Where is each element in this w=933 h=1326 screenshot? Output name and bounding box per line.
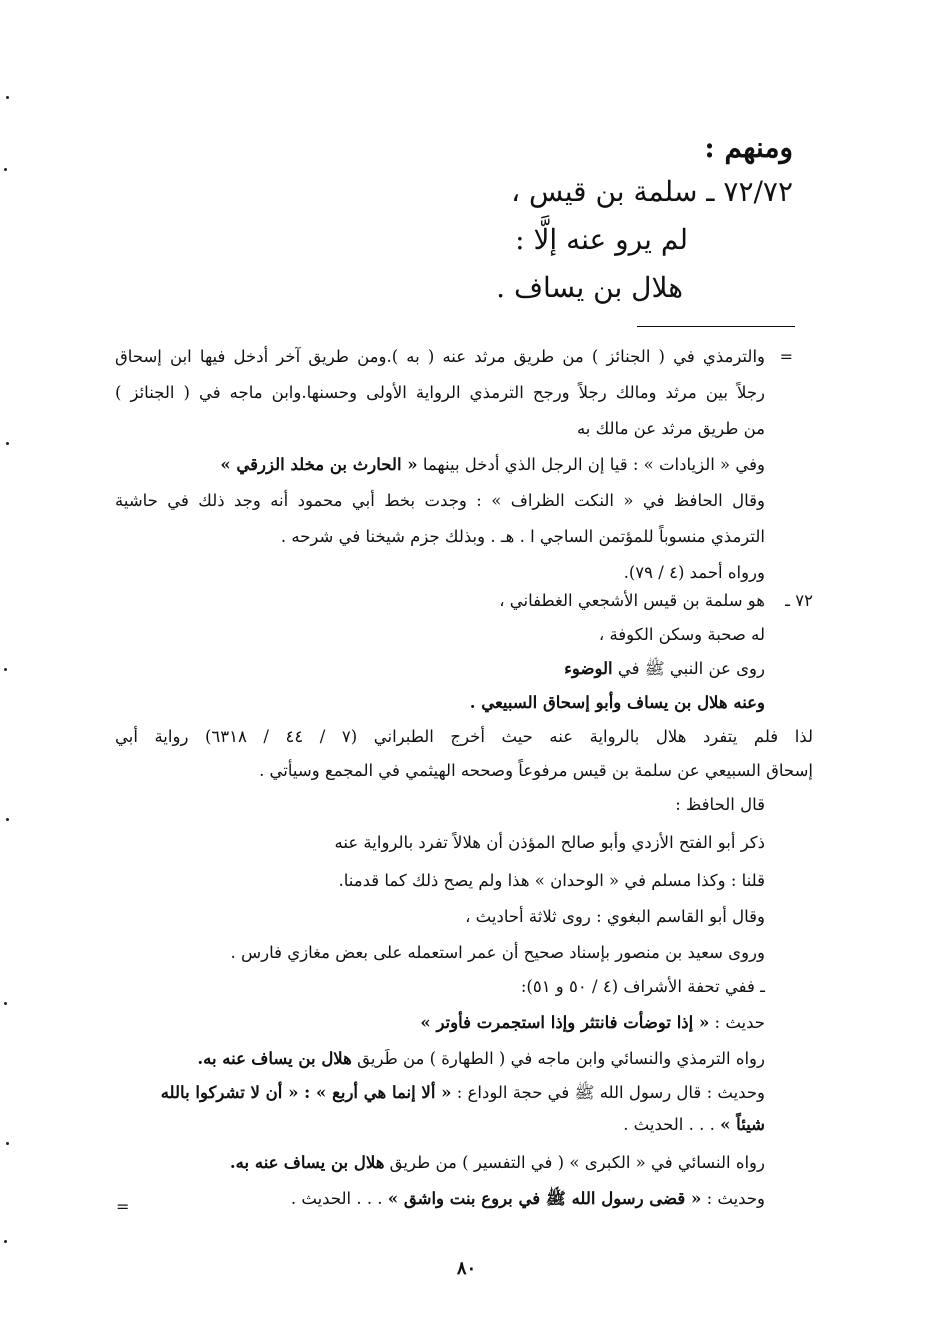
entry-title: ٧٢/٧٢ ـ سلمة بن قيس ، (511, 175, 793, 208)
narrated-line (564, 654, 765, 684)
hadith-2-source (230, 1148, 765, 1178)
hadith-2-text-end: شيئاً » (720, 1115, 765, 1134)
entry-name-line: هو سلمة بن قيس الأشجعي الغطفاني ، (499, 591, 765, 610)
hadith-2-line-2 (623, 1110, 765, 1140)
carryover-line-3: من طريق مرثد عن مالك به (576, 419, 765, 438)
hafiz-line-2: الترمذي منسوباً للمؤتمن الساجي ا . هـ . وبذلك جزم شيخنا في شرحه . (280, 527, 765, 546)
scan-speck (6, 96, 9, 99)
hadith-2-label: وحديث : قال رسول الله ﷺ في حجة الوداع : (456, 1083, 765, 1102)
scan-speck (6, 442, 9, 445)
hadith-3-label: وحديث : (706, 1189, 765, 1208)
ahmad-line: ورواه أحمد (٤ / ٧٩). (623, 563, 765, 582)
hadith-3-text: « قضى رسول الله ﷺ في بروع بنت واشق » (387, 1189, 702, 1208)
continuation-marker: = (116, 1197, 130, 1216)
hadith-1-source-text: رواه الترمذي والنسائي وابن ماجه في ( الطهارة ) من طَريق (357, 1049, 765, 1068)
tuhfa-line: ـ ففي تحفة الأشراف (٤ / ٥٠ و ٥١): (520, 977, 765, 996)
hadith-2-text: « ألا إنما هي أربع » : « أن لا تشركوا بالله (160, 1083, 452, 1102)
narrated-text: روى عن النبي ﷺ في (617, 659, 765, 678)
ziyadat-text: وفي « الزيادات » : قيا إن الرجل الذي أدخل بينهما (422, 455, 765, 474)
saeed-line: وروى سعيد بن منصور بإسناد صحيح أن عمر استعمله على بعض مغازي فارس . (230, 943, 765, 962)
hafiz-said: قال الحافظ : (675, 795, 765, 814)
hadith-1-source-narrator: هلال بن يساف (251, 1049, 352, 1068)
tabarani-line-1: لذا فلم يتفرد هلال بالرواية عنه حيث أخرج الطبراني (٧ / ٤٤ / ٦٣١٨) رواية أبي (115, 727, 813, 746)
hadith-2-source-narrator: هلال بن يساف (283, 1153, 385, 1172)
hadith-2-source-text: رواه النسائي في « الكبرى » ( في التفسير ) من طريق (389, 1153, 765, 1172)
hadith-2-line (161, 1078, 765, 1108)
tabarani-line-2: إسحاق السبيعي عن سلمة بن قيس مرفوعاً وصححه الهيثمي في المجمع وسيأتي . (259, 761, 813, 780)
hadith-2-source-end: عنه به. (229, 1153, 279, 1172)
hadith-1-source (197, 1044, 765, 1074)
scan-speck (4, 1002, 7, 1005)
hadith-2-suffix: . . . الحديث . (623, 1115, 715, 1134)
azdi-line: ذكر أبو الفتح الأزدي وأبو صالح المؤذن أن هلالاً تفرد بالرواية عنه (334, 833, 765, 852)
narrated-by-label: لم يرو عنه إلَّا : (515, 223, 688, 256)
carryover-line-2: رجلاً بين مرثد ومالك رجلاً ورجح الترمذي الرواية الأولى وحسنها.وابن ماجه في ( الجنائز ) (115, 383, 765, 402)
narrated-bold-topic: الوضوء (564, 659, 613, 678)
hadith-1-line (420, 1008, 765, 1038)
baghawi-line: وقال أبو القاسم البغوي : روى ثلاثة أحاديث ، (465, 907, 765, 926)
narrator-name: هلال بن يساف . (496, 271, 683, 304)
scan-speck (4, 668, 7, 671)
carryover-marker: = (779, 347, 793, 366)
hadith-1-source-end: عنه به. (197, 1049, 246, 1068)
ziyadat-bold-name: « الحارث بن مخلد الزرقي » (220, 455, 418, 474)
entry-number: ٧٢ ـ (785, 591, 813, 610)
hadith-1-label: حديث : (714, 1013, 765, 1032)
companion-line: له صحبة وسكن الكوفة ، (598, 625, 765, 644)
hadith-1-text: « إذا توضأت فانتثر وإذا استجمرت فأوتر » (420, 1013, 710, 1032)
from-him-line: وعنه هلال بن يساف وأبو إسحاق السبيعي . (469, 693, 765, 712)
ziyadat-line (220, 450, 765, 480)
hadith-3-suffix: . . . الحديث . (290, 1189, 383, 1208)
scan-speck (6, 1142, 9, 1145)
scan-speck (6, 818, 9, 821)
footnote-separator (637, 326, 795, 327)
muslim-line: قلنا : وكذا مسلم في « الوحدان » هذا ولم يصح ذلك كما قدمنا. (338, 871, 765, 890)
page-number: ٨٠ (456, 1258, 477, 1279)
section-intro: ومنهم : (704, 131, 793, 164)
hadith-3-line (291, 1184, 765, 1214)
scan-speck (4, 1240, 7, 1243)
scan-speck (4, 168, 7, 171)
hafiz-line-1: وقال الحافظ في « النكت الظراف » : وجدت بخط أبي محمود أنه وجد ذلك في حاشية (115, 491, 765, 510)
carryover-line-1: والترمذي في ( الجنائز ) من طريق مرثد عنه ( به ).ومن طريق آخر أدخل فيها ابن إسحاق (115, 347, 765, 366)
